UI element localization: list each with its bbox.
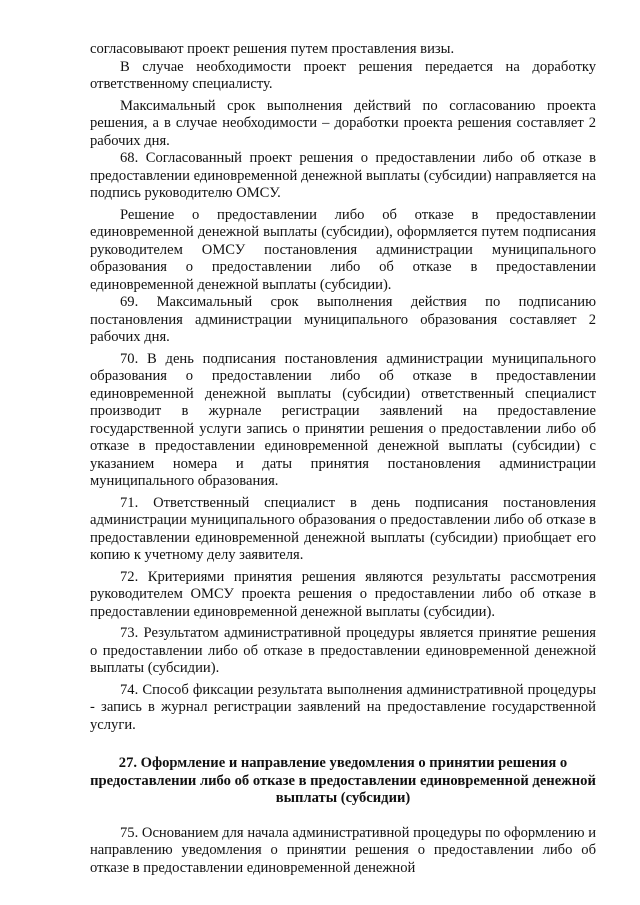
- paragraph-72: 72. Критериями принятия решения являются результаты рассмотрения руководителем ОМСУ проекта решения о предоставлении либо об отказе в предоставлении единовременной денежной выплаты (субсидии).: [90, 568, 596, 620]
- paragraph-decision-form: Решение о предоставлении либо об отказе в предоставлении единовременной денежной выплаты (субсидии), оформляется путем подписания руководителем ОМСУ постановления администрации муниципального образования о предоставлении либо об отказе в предоставлении единовременной денежной выплаты (субсидии).: [90, 206, 596, 293]
- paragraph-continuation: согласовывают проект решения путем проставления визы.: [90, 41, 455, 57]
- paragraph-75: 75. Основанием для начала административной процедуры по оформлению и направлению уведомления о принятии решения о предоставлении либо об отказе в предоставлении единовременной денежной: [90, 824, 596, 876]
- paragraph-68: 68. Согласованный проект решения о предоставлении либо об отказе в предоставлении единовременной денежной выплаты (субсидии) направляется на подпись руководителю ОМСУ.: [90, 150, 596, 201]
- section-heading: 27. Оформление и направление уведомления о принятии решения о предоставлении либо об отказе в предоставлении единовременной денежной выплаты (субсидии): [90, 755, 596, 806]
- paragraph-74: 74. Способ фиксации результата выполнения административной процедуры - запись в журнал регистрации заявлений на предоставление государственной услуги.: [90, 681, 596, 733]
- paragraph-revision: В случае необходимости проект решения передается на доработку ответственному специалисту.: [90, 58, 596, 92]
- paragraph-71: 71. Ответственный специалист в день подписания постановления администрации муниципального образования о предоставлении либо об отказе в предоставлении единовременной денежной выплаты (субсидии) приобщает его копию к учетному делу заявителя.: [90, 494, 596, 563]
- paragraph-approval-deadline: Максимальный срок выполнения действий по согласованию проекта решения, а в случае необходимости – доработки проекта решения составляет 2 рабочих дня.: [90, 97, 596, 149]
- paragraph-73: 73. Результатом административной процедуры является принятие решения о предоставлении либо об отказе в предоставлении единовременной денежной выплаты (субсидии).: [90, 625, 596, 676]
- paragraph-69: 69. Максимальный срок выполнения действия по подписанию постановления администрации муниципального образования составляет 2 рабочих дня.: [90, 294, 596, 345]
- paragraph-70: 70. В день подписания постановления администрации муниципального образования о предоставлении либо об отказе в предоставлении единовременной денежной выплаты (субсидии) ответственный специалист производит в журнале регистрации заявлений на предоставление государственной услуги запись о принятии решения о предоставлении либо об отказе в предоставлении единовременной денежной выплаты (субсидии) с указанием номера и даты принятия постановления администрации муниципального образования.: [90, 350, 596, 489]
- document-body: [90, 41, 596, 877]
